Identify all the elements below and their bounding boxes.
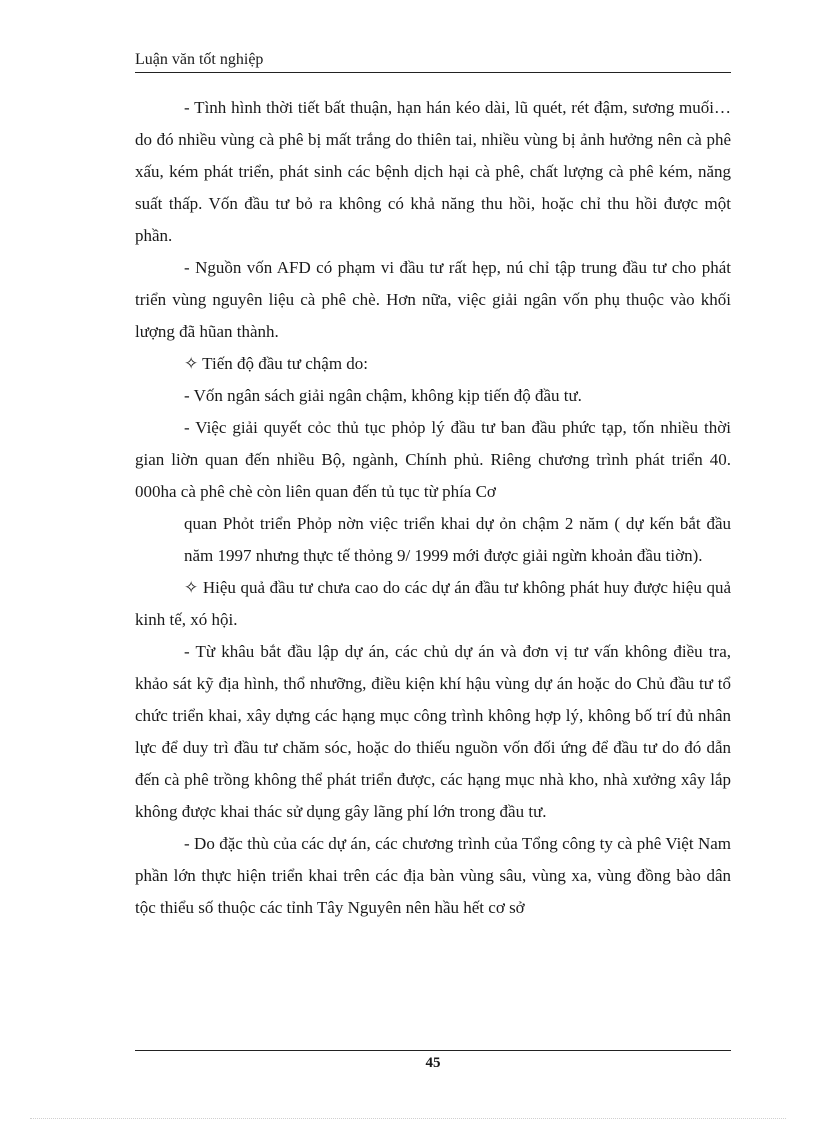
bullet-slow-progress: ✧ Tiến độ đầu tư chậm do: [184, 354, 369, 373]
paragraph-project-planning: - Từ khâu bắt đầu lập dự án, các chủ dự án và đơn vị tư vấn không điều tra, khảo sát kỹ địa hình, thổ nhưỡng, điều kiện khí hậu vùng dự án hoặc do Chủ đầu tư tổ chức triển khai, xây dựng các hạng mục công trình không hợp lý, không bố trí đủ nhân lực để duy trì đầu tư chăm sóc, hoặc do thiếu nguồn vốn đối ứng để đầu tư do đó dẫn đến cà phê trồng không thể phát triển được, các hạng mục nhà kho, nhà xưởng xây lắp không được khai thác sử dụng gây lãng phí lớn trong đầu tư. [135, 642, 731, 821]
paragraph-legal-procedures: - Việc giải quyết cỏc thủ tục phỏp lý đầu tư ban đầu phức tạp, tốn nhiều thời gian liờn quan đến nhiều Bộ, ngành, Chính phủ. Riêng chương trình phát triển 40. 000ha cà phê chè còn liên quan đến tủ tục từ phía Cơ [135, 418, 731, 501]
paragraph-budget-disbursement: - Vốn ngân sách giải ngân chậm, không kịp tiến độ đầu tư. [184, 386, 582, 405]
running-header: Luận văn tốt nghiệp [135, 50, 731, 73]
page-number: 45 [425, 1055, 441, 1071]
page-edge-dots [30, 1118, 786, 1119]
paragraph-project-locations: - Do đặc thù của các dự án, các chương trình của Tổng công ty cà phê Việt Nam phần lớn thực hiện triển khai trên các địa bàn vùng sâu, vùng xa, vùng đồng bào dân tộc thiểu số thuộc các tỉnh Tây Nguyên nên hầu hết cơ sở [135, 834, 731, 917]
footer-rule [135, 1050, 731, 1051]
body-text [135, 92, 731, 924]
paragraph-weather: - Tình hình thời tiết bất thuận, hạn hán kéo dài, lũ quét, rét đậm, sương muối… do đó nhiều vùng cà phê bị mất trắng do thiên tai, nhiều vùng bị ảnh hưởng nên cà phê xấu, kém phát triển, phát sinh các bệnh dịch hại cà phê, chất lượng cà phê kém, năng suất thấp. Vốn đầu tư bỏ ra không có khả năng thu hồi, hoặc chỉ thu hồi được một phần. [135, 98, 731, 245]
bullet-low-efficiency: ✧ Hiệu quả đầu tư chưa cao do các dự án đầu tư không phát huy được hiệu quả kinh tế, xó hội. [135, 578, 731, 629]
paragraph-legal-procedures-cont: quan Phỏt triển Phỏp nờn việc triển khai dự ỏn chậm 2 năm ( dự kến bắt đầu năm 1997 nhưng thực tế thỏng 9/ 1999 mới được giải ngừn khoản đầu tiờn). [184, 514, 731, 565]
paragraph-afd-funds: - Nguồn vốn AFD có phạm vi đầu tư rất hẹp, nú chỉ tập trung đầu tư cho phát triển vùng nguyên liệu cà phê chè. Hơn nữa, việc giải ngân vốn phụ thuộc vào khối lượng đã hũan thành. [135, 258, 731, 341]
